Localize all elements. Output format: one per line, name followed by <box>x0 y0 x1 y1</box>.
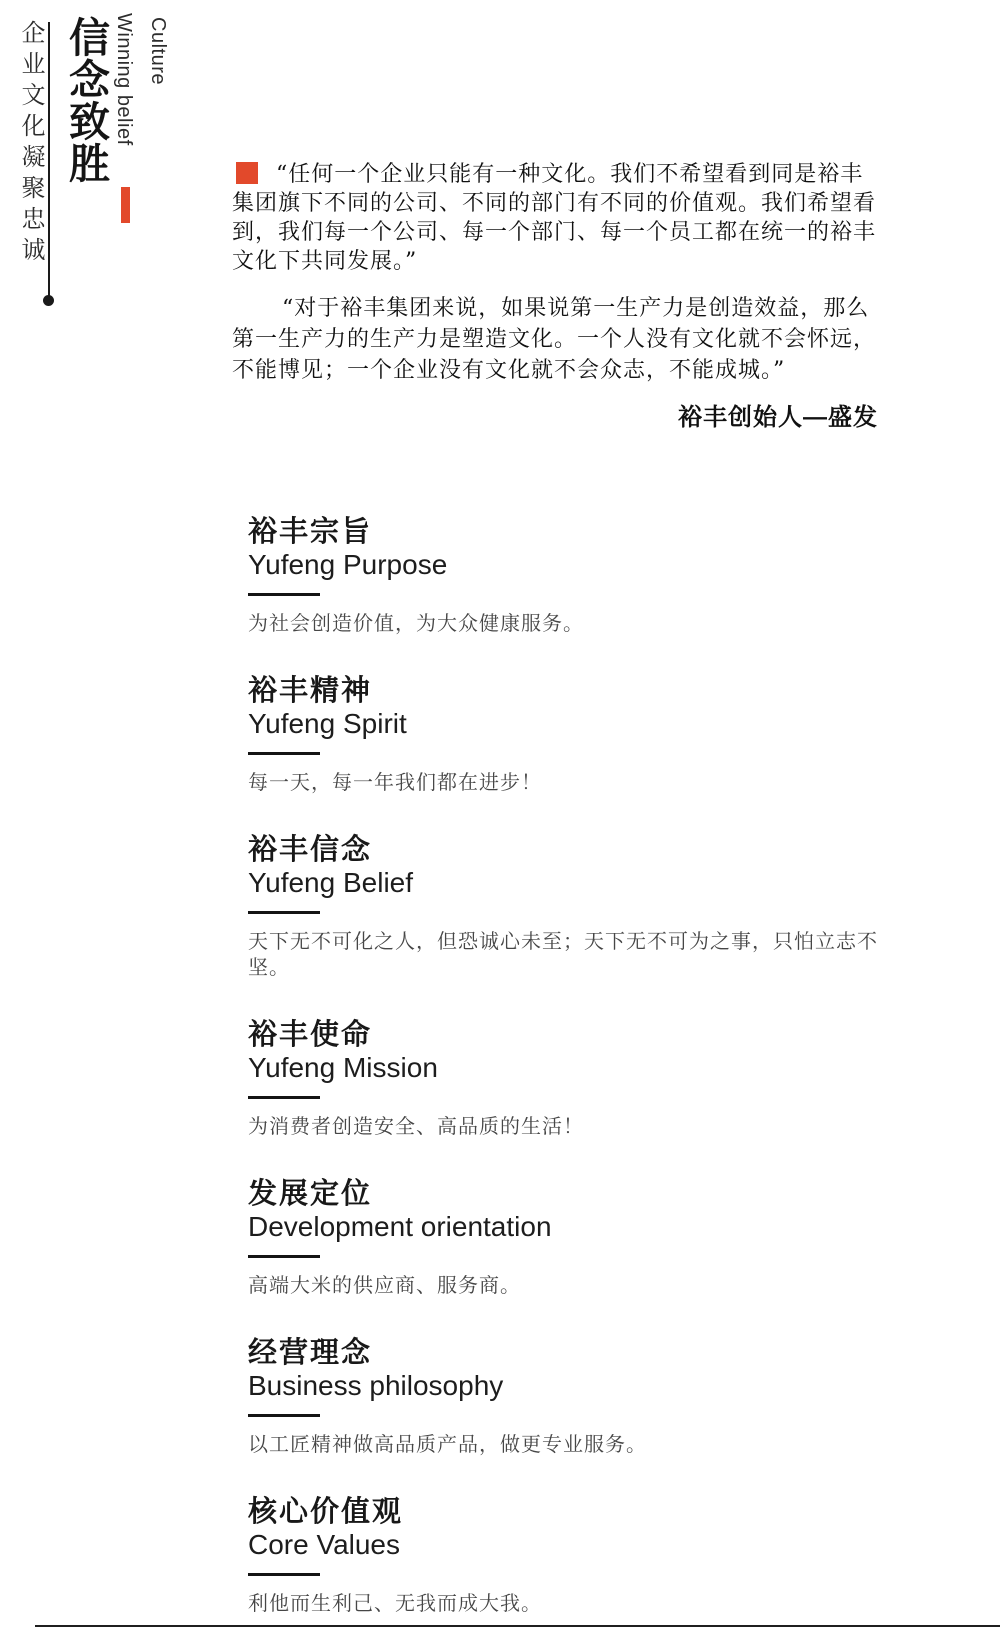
culture-sections <box>232 516 880 1617</box>
section-underline <box>248 1414 320 1417</box>
vertical-subtitle-winning-belief: Winning belief <box>113 13 135 146</box>
footer-rule <box>35 1625 1000 1627</box>
vertical-tagline: 企业文化凝聚忠诚 <box>17 20 44 268</box>
section-title-zh: 裕丰信念 <box>248 834 373 866</box>
quote-paragraph-1 <box>232 160 880 276</box>
red-square-bullet <box>236 162 258 184</box>
section-title-zh: 裕丰使命 <box>248 1019 373 1051</box>
section-yufeng-purpose <box>248 516 880 637</box>
section-underline <box>248 1573 320 1576</box>
section-body: 天下无不可化之人，但恐诚心未至；天下无不可为之事，只怕立志不坚。 <box>248 931 878 979</box>
section-title-en: Business philosophy <box>248 1370 504 1401</box>
quote-paragraph-2: “对于裕丰集团来说，如果说第一生产力是创造效益，那么第一生产力的生产力是塑造文化。一个人没有文化就不会怀远，不能博见；一个企业没有文化就不会众志，不能成城。” <box>232 296 877 383</box>
section-underline <box>248 911 320 914</box>
accent-bar <box>121 187 130 223</box>
section-title-zh: 裕丰精神 <box>248 675 373 707</box>
vertical-divider-line <box>48 22 50 298</box>
section-development-orientation <box>248 1178 880 1299</box>
section-body: 高端大米的供应商、服务商。 <box>248 1275 521 1297</box>
section-title-en: Development orientation <box>248 1211 552 1242</box>
section-body: 每一天，每一年我们都在进步！ <box>248 772 542 794</box>
section-underline <box>248 752 320 755</box>
vertical-divider-dot <box>43 295 54 306</box>
section-body: 为社会创造价值，为大众健康服务。 <box>248 613 584 635</box>
section-business-philosophy <box>248 1337 880 1458</box>
vertical-title: 信念致胜 <box>63 16 109 184</box>
quote-paragraph-1-text: “任何一个企业只能有一种文化。我们不希望看到同是裕丰集团旗下不同的公司、不同的部门有不同的价值观。我们希望看到，我们每一个公司、每一个部门、每一个员工都在统一的裕丰文化下共同发展。” <box>232 162 877 274</box>
section-core-values <box>248 1496 880 1617</box>
section-title-en: Yufeng Purpose <box>248 549 448 580</box>
main-content <box>232 160 880 1628</box>
section-title-zh: 经营理念 <box>248 1337 373 1369</box>
section-yufeng-belief <box>248 834 880 981</box>
section-body: 利他而生利己、无我而成大我。 <box>248 1593 542 1615</box>
section-yufeng-mission <box>248 1019 880 1140</box>
section-title-zh: 核心价值观 <box>248 1496 404 1528</box>
section-underline <box>248 593 320 596</box>
section-body: 以工匠精神做高品质产品，做更专业服务。 <box>248 1434 647 1456</box>
section-title-zh: 发展定位 <box>248 1178 373 1210</box>
quote-attribution: 裕丰创始人—盛发 <box>678 404 878 431</box>
section-underline <box>248 1096 320 1099</box>
section-title-zh: 裕丰宗旨 <box>248 516 373 548</box>
vertical-subtitle-culture: Culture <box>147 17 169 85</box>
section-yufeng-spirit <box>248 675 880 796</box>
section-underline <box>248 1255 320 1258</box>
section-title-en: Yufeng Spirit <box>248 708 407 739</box>
section-title-en: Yufeng Mission <box>248 1052 438 1083</box>
section-body: 为消费者创造安全、高品质的生活！ <box>248 1116 584 1138</box>
section-title-en: Core Values <box>248 1529 401 1560</box>
section-title-en: Yufeng Belief <box>248 867 414 898</box>
